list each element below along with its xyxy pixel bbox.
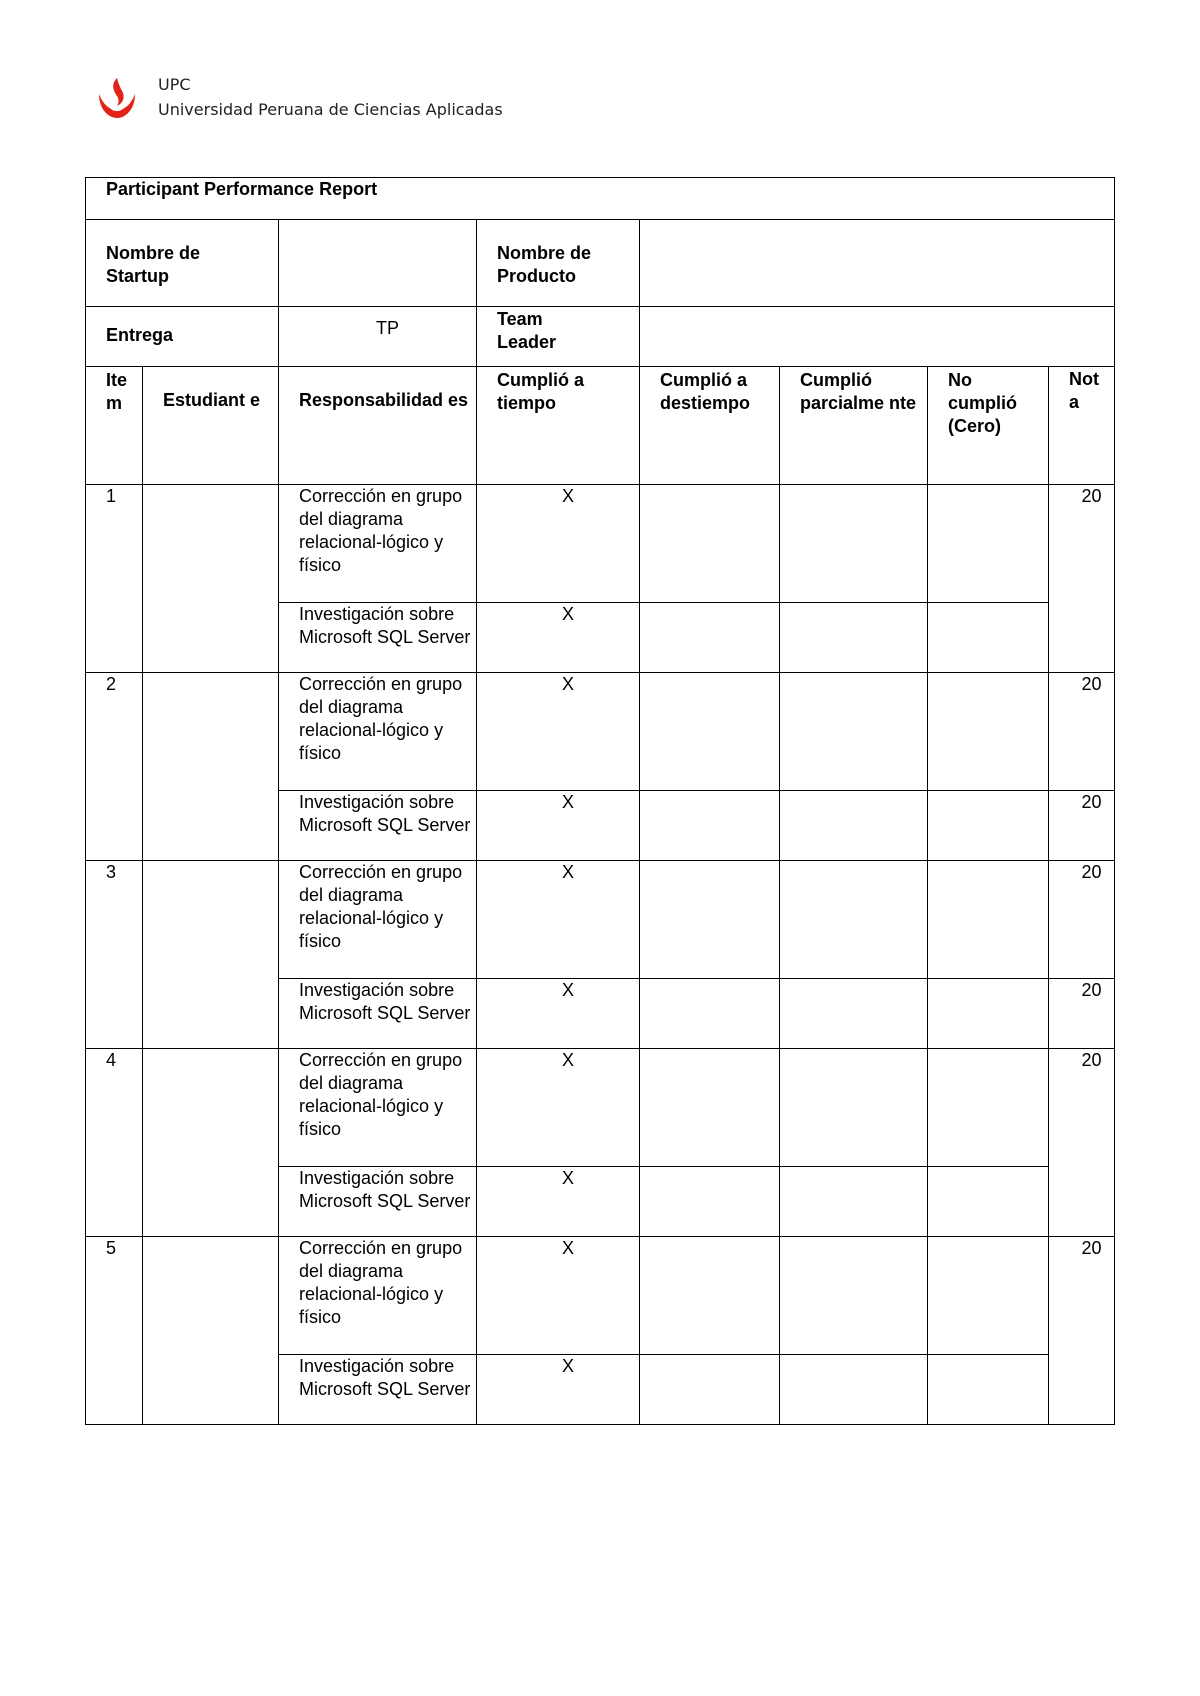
- partial-cell[interactable]: [780, 603, 928, 673]
- startup-name-label: Nombre de Startup: [86, 220, 279, 307]
- partial-cell[interactable]: [780, 791, 928, 861]
- not-done-cell[interactable]: [928, 1049, 1049, 1167]
- on-time-cell[interactable]: X: [477, 1049, 640, 1167]
- on-time-cell[interactable]: X: [477, 485, 640, 603]
- student-cell[interactable]: [143, 485, 279, 673]
- responsibility-cell: Investigación sobre Microsoft SQL Server: [279, 1167, 477, 1237]
- responsibility-cell: Corrección en grupo del diagrama relacional-lógico y físico: [279, 1049, 477, 1167]
- org-full-name: Universidad Peruana de Ciencias Aplicadas: [158, 100, 503, 119]
- on-time-cell[interactable]: X: [477, 673, 640, 791]
- responsibility-cell: Corrección en grupo del diagrama relacional-lógico y físico: [279, 861, 477, 979]
- startup-name-value[interactable]: [279, 220, 477, 307]
- late-cell[interactable]: [640, 603, 780, 673]
- late-cell[interactable]: [640, 1237, 780, 1355]
- grade-cell[interactable]: 20: [1049, 673, 1115, 791]
- grade-cell[interactable]: 20: [1049, 861, 1115, 979]
- responsibility-cell: Investigación sobre Microsoft SQL Server: [279, 1355, 477, 1425]
- responsibility-cell: Investigación sobre Microsoft SQL Server: [279, 979, 477, 1049]
- col-header-responsibilities: Responsabilidad es: [279, 367, 477, 485]
- table-row: [86, 1049, 1115, 1167]
- grade-cell[interactable]: 20: [1049, 791, 1115, 861]
- late-cell[interactable]: [640, 791, 780, 861]
- not-done-cell[interactable]: [928, 1167, 1049, 1237]
- late-cell[interactable]: [640, 1355, 780, 1425]
- col-header-not-done: No cumplió (Cero): [928, 367, 1049, 485]
- on-time-cell[interactable]: X: [477, 1167, 640, 1237]
- late-cell[interactable]: [640, 861, 780, 979]
- item-number: 1: [86, 485, 143, 673]
- col-header-late: Cumplió a destiempo: [640, 367, 780, 485]
- not-done-cell[interactable]: [928, 603, 1049, 673]
- on-time-cell[interactable]: X: [477, 1355, 640, 1425]
- table-row: [86, 1237, 1115, 1355]
- table-row: [86, 673, 1115, 791]
- partial-cell[interactable]: [780, 979, 928, 1049]
- not-done-cell[interactable]: [928, 673, 1049, 791]
- col-header-partial: Cumplió parcialme nte: [780, 367, 928, 485]
- not-done-cell[interactable]: [928, 791, 1049, 861]
- table-row: [86, 485, 1115, 603]
- org-short-name: UPC: [158, 75, 191, 94]
- late-cell[interactable]: [640, 979, 780, 1049]
- not-done-cell[interactable]: [928, 485, 1049, 603]
- student-cell[interactable]: [143, 673, 279, 861]
- grade-cell[interactable]: 20: [1049, 979, 1115, 1049]
- responsibility-cell: Corrección en grupo del diagrama relacional-lógico y físico: [279, 485, 477, 603]
- item-number: 2: [86, 673, 143, 861]
- partial-cell[interactable]: [780, 485, 928, 603]
- late-cell[interactable]: [640, 1167, 780, 1237]
- team-leader-label: Team Leader: [477, 307, 640, 367]
- student-cell[interactable]: [143, 1237, 279, 1425]
- item-number: 3: [86, 861, 143, 1049]
- not-done-cell[interactable]: [928, 1355, 1049, 1425]
- col-header-grade: Not a: [1049, 367, 1115, 485]
- col-header-item: Ite m: [86, 367, 143, 485]
- late-cell[interactable]: [640, 485, 780, 603]
- responsibility-cell: Corrección en grupo del diagrama relacional-lógico y físico: [279, 1237, 477, 1355]
- responsibility-cell: Investigación sobre Microsoft SQL Server: [279, 603, 477, 673]
- partial-cell[interactable]: [780, 1167, 928, 1237]
- entrega-label: Entrega: [86, 307, 279, 367]
- responsibility-cell: Investigación sobre Microsoft SQL Server: [279, 791, 477, 861]
- report-title: Participant Performance Report: [86, 178, 1115, 220]
- product-name-value[interactable]: [640, 220, 1115, 307]
- grade-cell[interactable]: 20: [1049, 1237, 1115, 1425]
- grade-cell[interactable]: 20: [1049, 1049, 1115, 1237]
- responsibility-cell: Corrección en grupo del diagrama relacional-lógico y físico: [279, 673, 477, 791]
- table-row: [86, 861, 1115, 979]
- not-done-cell[interactable]: [928, 861, 1049, 979]
- student-cell[interactable]: [143, 1049, 279, 1237]
- upc-logo-icon: [95, 76, 139, 120]
- team-leader-value[interactable]: [640, 307, 1115, 367]
- partial-cell[interactable]: [780, 673, 928, 791]
- not-done-cell[interactable]: [928, 1237, 1049, 1355]
- partial-cell[interactable]: [780, 861, 928, 979]
- late-cell[interactable]: [640, 1049, 780, 1167]
- late-cell[interactable]: [640, 673, 780, 791]
- col-header-student: Estudiant e: [143, 367, 279, 485]
- on-time-cell[interactable]: X: [477, 979, 640, 1049]
- item-number: 4: [86, 1049, 143, 1237]
- student-cell[interactable]: [143, 861, 279, 1049]
- on-time-cell[interactable]: X: [477, 1237, 640, 1355]
- partial-cell[interactable]: [780, 1355, 928, 1425]
- on-time-cell[interactable]: X: [477, 861, 640, 979]
- grade-cell[interactable]: 20: [1049, 485, 1115, 673]
- on-time-cell[interactable]: X: [477, 791, 640, 861]
- partial-cell[interactable]: [780, 1237, 928, 1355]
- performance-report-table: [85, 177, 1115, 1425]
- item-number: 5: [86, 1237, 143, 1425]
- col-header-on-time: Cumplió a tiempo: [477, 367, 640, 485]
- on-time-cell[interactable]: X: [477, 603, 640, 673]
- entrega-value[interactable]: TP: [279, 307, 477, 367]
- not-done-cell[interactable]: [928, 979, 1049, 1049]
- product-name-label: Nombre de Producto: [477, 220, 640, 307]
- partial-cell[interactable]: [780, 1049, 928, 1167]
